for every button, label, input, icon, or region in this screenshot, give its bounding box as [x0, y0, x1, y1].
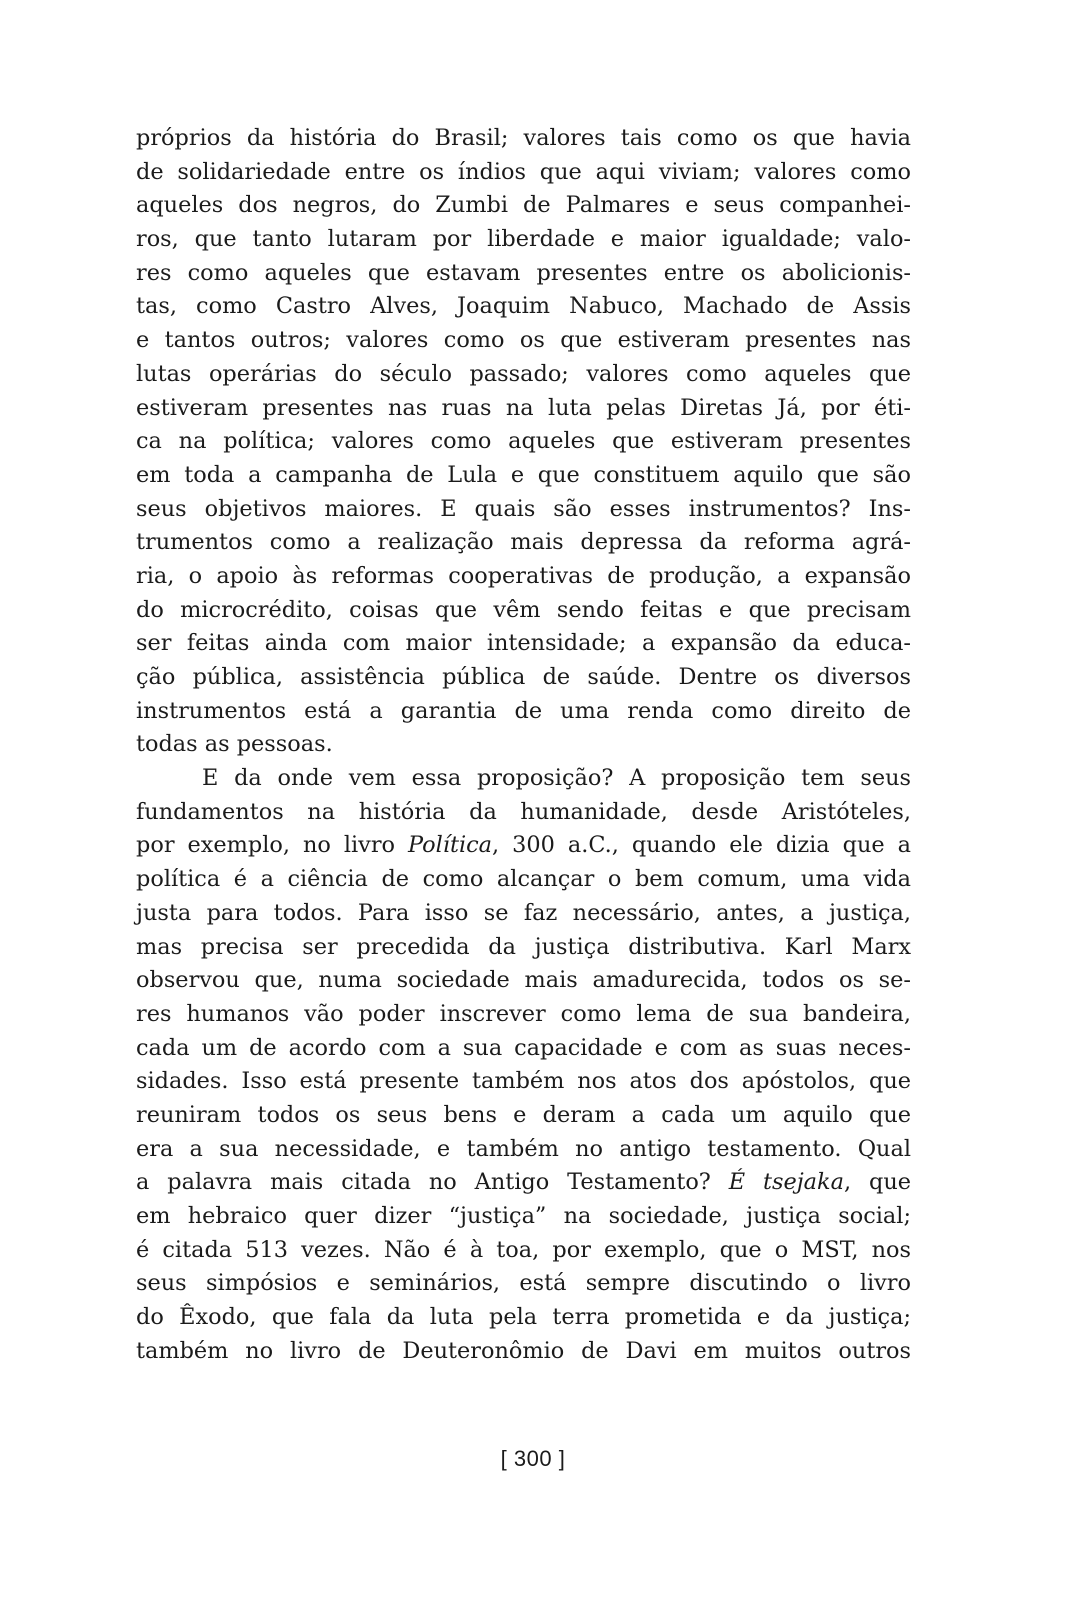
- text-line: reuniram todos os seus bens e deram a cada um aquilo que: [136, 1101, 911, 1128]
- text-line: política é a ciência de como alcançar o bem comum, uma vida: [136, 866, 911, 893]
- text-line: do Êxodo, que fala da luta pela terra prometida e da justiça;: [136, 1304, 911, 1331]
- text-line: ros, que tanto lutaram por liberdade e maior igualdade; valo-: [136, 226, 911, 253]
- text-line: próprios da história do Brasil; valores tais como os que havia: [136, 125, 911, 151]
- text-line: é citada 513 vezes. Não é à toa, por exemplo, que o MST, nos: [136, 1236, 911, 1263]
- text-line: sidades. Isso está presente também nos atos dos apóstolos, que: [136, 1068, 911, 1095]
- text-line: todas as pessoas.: [136, 731, 333, 758]
- text-run: , que: [843, 1169, 911, 1196]
- text-line: cada um de acordo com a sua capacidade e com as suas neces-: [136, 1034, 911, 1061]
- text-line: seus objetivos maiores. E quais são esses instrumentos? Ins-: [136, 495, 911, 522]
- text-run: a palavra mais citada no Antigo Testamento?: [136, 1169, 729, 1196]
- text-line: também no livro de Deuteronômio de Davi em muitos outros: [136, 1337, 911, 1364]
- text-run: , 300 a.C., quando ele dizia que a: [492, 832, 911, 859]
- text-line: [136, 829, 911, 863]
- text-line: de solidariedade entre os índios que aqui viviam; valores como: [136, 158, 911, 185]
- text-line: observou que, numa sociedade mais amadurecida, todos os se-: [136, 967, 911, 994]
- book-title-italic: Política: [408, 832, 493, 859]
- text-line: ca na política; valores como aqueles que estiveram presentes: [136, 428, 911, 455]
- text-line: instrumentos está a garantia de uma renda como direito de: [136, 697, 911, 724]
- paragraph-first-line: E da onde vem essa proposição? A proposição tem seus: [202, 765, 911, 792]
- text-line: do microcrédito, coisas que vêm sendo feitas e que precisam: [136, 596, 911, 623]
- text-line: era a sua necessidade, e também no antigo testamento. Qual: [136, 1135, 911, 1162]
- text-line: ção pública, assistência pública de saúde. Dentre os diversos: [136, 664, 911, 690]
- text-line: em toda a campanha de Lula e que constituem aquilo que são: [136, 461, 911, 488]
- text-line: mas precisa ser precedida da justiça distributiva. Karl Marx: [136, 933, 911, 960]
- text-line: ser feitas ainda com maior intensidade; a expansão da educa-: [136, 630, 911, 657]
- text-line: fundamentos na história da humanidade, desde Aristóteles,: [136, 798, 911, 825]
- page-number: [ 300 ]: [500, 1446, 566, 1471]
- text-line: ria, o apoio às reformas cooperativas de produção, a expansão: [136, 562, 911, 589]
- text-line: estiveram presentes nas ruas na luta pelas Diretas Já, por éti-: [136, 394, 911, 421]
- text-line: em hebraico quer dizer “justiça” na sociedade, justiça social;: [136, 1203, 911, 1229]
- text-line: trumentos como a realização mais depressa da reforma agrá-: [136, 529, 911, 556]
- text-line: e tantos outros; valores como os que estiveram presentes nas: [136, 327, 911, 354]
- text-run: por exemplo, no livro: [136, 832, 408, 859]
- text-line: res como aqueles que estavam presentes entre os abolicionis-: [136, 259, 911, 286]
- body-text: [136, 122, 911, 1368]
- text-line: justa para todos. Para isso se faz necessário, antes, a justiça,: [136, 899, 911, 926]
- text-line: [136, 1166, 911, 1200]
- text-line: seus simpósios e seminários, está sempre discutindo o livro: [136, 1270, 911, 1297]
- text-line: lutas operárias do século passado; valores como aqueles que: [136, 360, 911, 387]
- text-line: aqueles dos negros, do Zumbi de Palmares e seus companhei-: [136, 192, 911, 219]
- text-line: res humanos vão poder inscrever como lema de sua bandeira,: [136, 1000, 911, 1027]
- hebrew-term-italic: É tsejaka: [728, 1169, 844, 1196]
- text-line: tas, como Castro Alves, Joaquim Nabuco, Machado de Assis: [136, 293, 911, 320]
